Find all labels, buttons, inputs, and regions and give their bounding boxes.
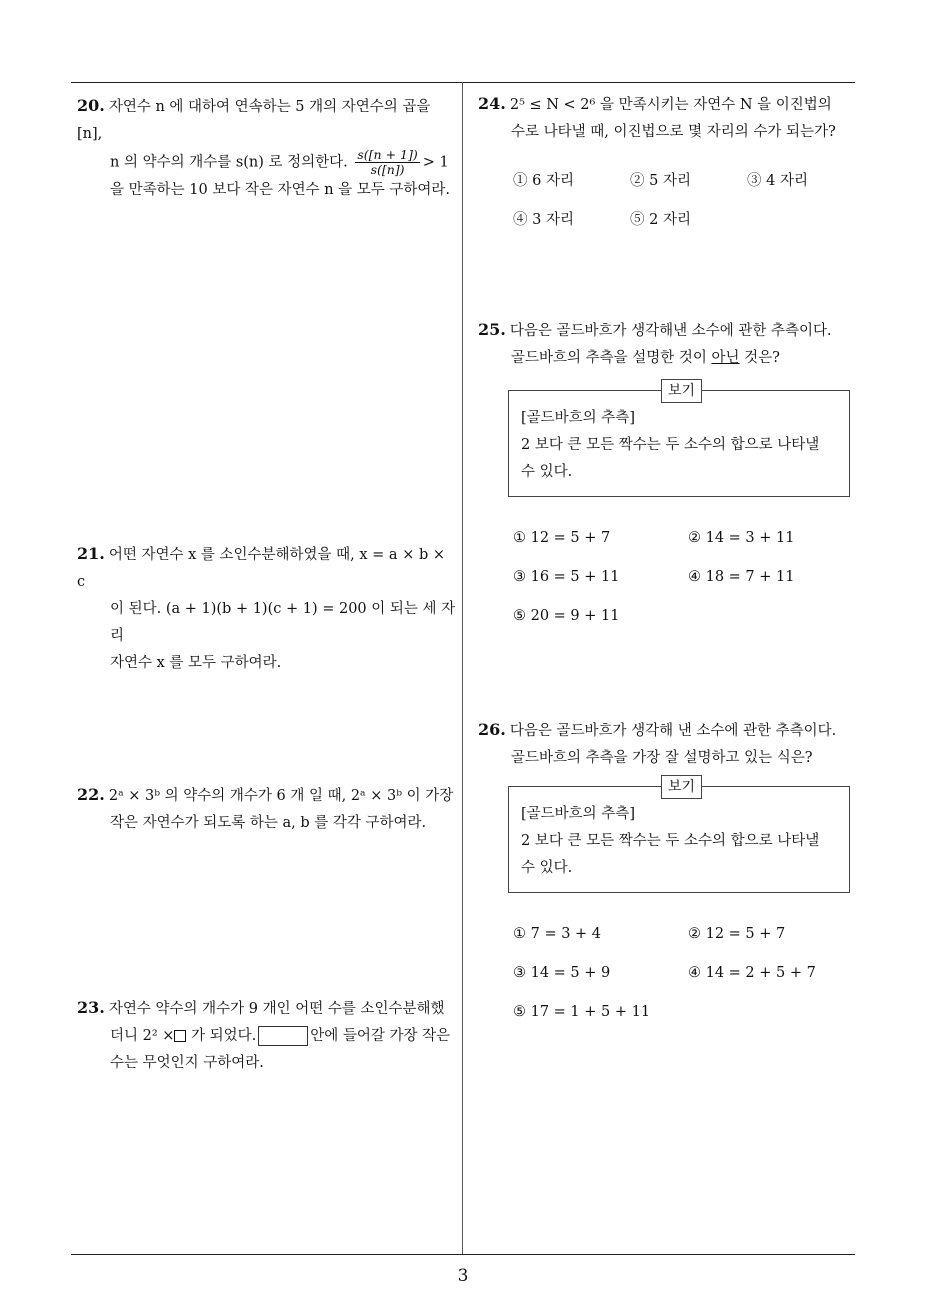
example-line: [골드바흐의 추측] bbox=[521, 806, 635, 822]
choice-4[interactable]: ④ 18 = 7 + 11 bbox=[688, 569, 795, 585]
question-24 bbox=[478, 90, 858, 146]
choice-5[interactable]: ⑤ 2 자리 bbox=[630, 212, 691, 228]
question-text: 2ᵃ × 3ᵇ 의 약수의 개수가 6 개 일 때, 2ᵃ × 3ᵇ 이 가장 bbox=[108, 788, 454, 804]
question-text: 수로 나타낼 때, 이진법으로 몇 자리의 수가 되는가? bbox=[511, 124, 836, 140]
example-line: 수 있다. bbox=[521, 860, 573, 876]
question-text: 2⁵ ≤ N < 2⁶ 을 만족시키는 자연수 N 을 이진법의 bbox=[509, 97, 832, 113]
page-number: 3 bbox=[457, 1266, 469, 1286]
question-text: 수는 무엇인지 구하여라. bbox=[110, 1055, 264, 1071]
question-21 bbox=[77, 540, 457, 677]
question-text: 자연수 약수의 개수가 9 개인 어떤 수를 소인수분해했 bbox=[108, 1001, 445, 1017]
question-number: 25. bbox=[478, 320, 506, 339]
choice-1[interactable]: ① 6 자리 bbox=[513, 173, 574, 189]
choice-2[interactable]: ② 14 = 3 + 11 bbox=[688, 530, 795, 546]
choice-1[interactable]: ① 7 = 3 + 4 bbox=[513, 926, 602, 942]
question-number: 24. bbox=[478, 94, 506, 113]
question-text: 안에 들어갈 가장 작은 bbox=[310, 1028, 451, 1044]
answer-blank-box bbox=[258, 1026, 308, 1046]
question-22 bbox=[77, 781, 457, 837]
bottom-rule bbox=[71, 1254, 855, 1255]
choice-3[interactable]: ③ 16 = 5 + 11 bbox=[513, 569, 620, 585]
column-divider bbox=[462, 82, 463, 1254]
question-number: 23. bbox=[77, 998, 105, 1017]
question-23 bbox=[77, 994, 457, 1077]
example-line: 2 보다 큰 모든 짝수는 두 소수의 합으로 나타낼 bbox=[521, 437, 820, 453]
example-line: 수 있다. bbox=[521, 464, 573, 480]
question-text: 다음은 골드바흐가 생각해낸 소수에 관한 추측이다. bbox=[509, 323, 832, 339]
question-text: 것은? bbox=[744, 350, 780, 366]
question-text: 가 되었다. bbox=[191, 1028, 257, 1044]
choice-4[interactable]: ④ 3 자리 bbox=[513, 212, 574, 228]
choice-3[interactable]: ③ 4 자리 bbox=[747, 173, 808, 189]
question-number: 22. bbox=[77, 785, 105, 804]
choice-4[interactable]: ④ 14 = 2 + 5 + 7 bbox=[688, 965, 816, 981]
choice-1[interactable]: ① 12 = 5 + 7 bbox=[513, 530, 611, 546]
question-number: 20. bbox=[77, 96, 105, 115]
fraction-numerator: s([n + 1]) bbox=[357, 147, 418, 162]
question-text: n 의 약수의 개수를 s(n) 로 정의한다. bbox=[110, 154, 348, 171]
example-box-title: 보기 bbox=[661, 379, 702, 403]
question-text: 골드바흐의 추측을 설명한 것이 bbox=[511, 350, 707, 366]
question-text: 을 만족하는 10 보다 작은 자연수 n 을 모두 구하여라. bbox=[110, 182, 451, 198]
example-line: 2 보다 큰 모든 짝수는 두 소수의 합으로 나타낼 bbox=[521, 833, 820, 849]
underlined-word: 아닌 bbox=[711, 350, 740, 366]
question-number: 26. bbox=[478, 720, 506, 739]
question-text: 작은 자연수가 되도록 하는 a, b 를 각각 구하여라. bbox=[110, 815, 427, 831]
question-number: 21. bbox=[77, 544, 105, 563]
choice-3[interactable]: ③ 14 = 5 + 9 bbox=[513, 965, 611, 981]
example-box-content bbox=[521, 801, 837, 882]
example-box bbox=[508, 383, 850, 497]
example-box bbox=[508, 779, 850, 893]
example-box-title: 보기 bbox=[661, 775, 702, 799]
question-text: 골드바흐의 추측을 가장 잘 설명하고 있는 식은? bbox=[511, 750, 813, 766]
square-symbol bbox=[174, 1030, 186, 1042]
question-text: 자연수 n 에 대하여 연속하는 5 개의 자연수의 곱을 [n], bbox=[77, 99, 431, 142]
question-text: 더니 2² × bbox=[110, 1028, 175, 1044]
question-text: 이 된다. (a + 1)(b + 1)(c + 1) = 200 이 되는 세 자리 bbox=[110, 601, 456, 644]
fraction bbox=[355, 148, 419, 177]
choice-5[interactable]: ⑤ 17 = 1 + 5 + 11 bbox=[513, 1004, 651, 1020]
question-25 bbox=[478, 316, 863, 372]
choice-2[interactable]: ② 5 자리 bbox=[630, 173, 691, 189]
choice-5[interactable]: ⑤ 20 = 9 + 11 bbox=[513, 608, 620, 624]
top-rule bbox=[71, 82, 855, 83]
question-text: 자연수 x 를 모두 구하여라. bbox=[110, 655, 282, 671]
fraction-denominator: s([n]) bbox=[370, 162, 405, 177]
question-20 bbox=[77, 92, 457, 204]
choice-2[interactable]: ② 12 = 5 + 7 bbox=[688, 926, 786, 942]
example-line: [골드바흐의 추측] bbox=[521, 410, 635, 426]
question-text: 어떤 자연수 x 를 소인수분해하였을 때, x = a × b × c bbox=[77, 547, 445, 590]
question-text: > 1 bbox=[422, 154, 449, 171]
question-26 bbox=[478, 716, 863, 772]
example-box-content bbox=[521, 405, 837, 486]
question-text: 다음은 골드바흐가 생각해 낸 소수에 관한 추측이다. bbox=[509, 723, 837, 739]
